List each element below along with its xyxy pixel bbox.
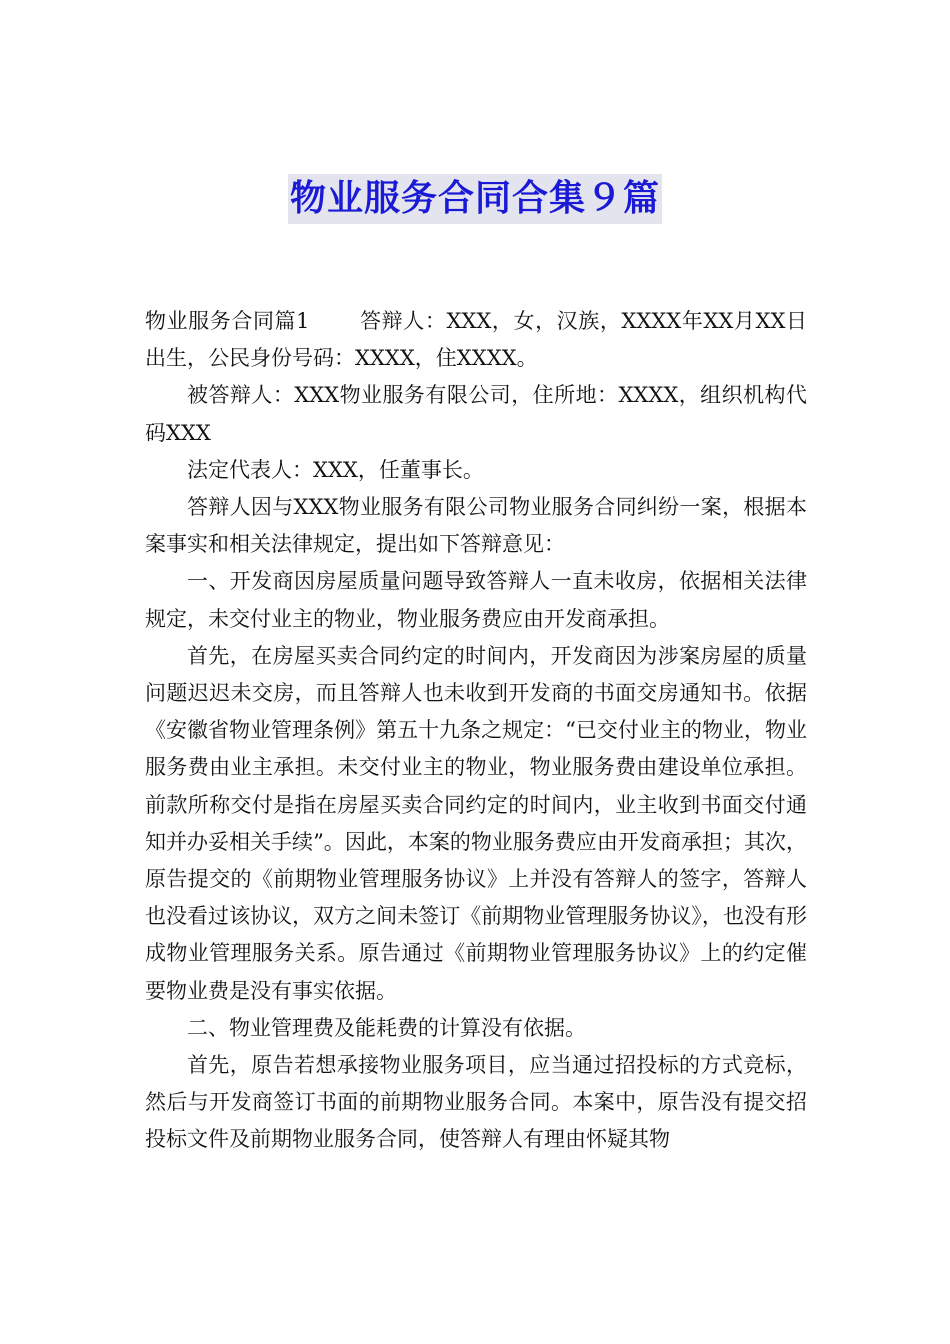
- paragraph-8: 首先，原告若想承接物业服务项目，应当通过招投标的方式竞标，然后与开发商签订书面的前期物业服务合同。本案中，原告没有提交招投标文件及前期物业服务合同，使答辩人有理由怀疑其物: [145, 1053, 807, 1152]
- paragraph-5: 一、开发商因房屋质量问题导致答辩人一直未收房，依据相关法律规定，未交付业主的物业，物业服务费应由开发商承担。: [145, 569, 807, 631]
- section-heading: 物业服务合同篇1: [145, 309, 310, 333]
- paragraph-1: [145, 303, 807, 377]
- paragraph-3: 法定代表人：XXX，任董事长。: [187, 457, 484, 482]
- paragraph-text: 答辩人：XXX，女，汉族，XXXX年XX月XX日出生，公民身份号码：XXXX，住XXXX。: [145, 309, 807, 371]
- document-title: 物业服务合同合集９篇: [288, 174, 662, 224]
- paragraph-7: 二、物业管理费及能耗费的计算没有依据。: [187, 1015, 586, 1040]
- document-body: [145, 303, 807, 1159]
- paragraph-6: 首先，在房屋买卖合同约定的时间内，开发商因为涉案房屋的质量问题迟迟未交房，而且答辩人也未收到开发商的书面交房通知书。依据《安徽省物业管理条例》第五十九条之规定：“已交付业主的物业，物业服务费由业主承担。未交付业主的物业，物业服务费由建设单位承担。前款所称交付是指在房屋买卖合同约定的时间内，业主收到书面交付通知并办妥相关手续”。因此，本案的物业服务费应由开发商承担；其次，原告提交的《前期物业管理服务协议》上并没有答辩人的签字，答辩人也没看过该协议，双方之间未签订《前期物业管理服务协议》，也没有形成物业管理服务关系。原告通过《前期物业管理服务协议》上的约定催要物业费是没有事实依据。: [145, 643, 807, 1003]
- title-container: [0, 174, 950, 224]
- paragraph-4: 答辩人因与XXX物业服务有限公司物业服务合同纠纷一案，根据本案事实和相关法律规定，提出如下答辩意见：: [145, 495, 807, 557]
- paragraph-2: 被答辩人：XXX物业服务有限公司，住所地：XXXX，组织机构代码XXX: [145, 383, 807, 445]
